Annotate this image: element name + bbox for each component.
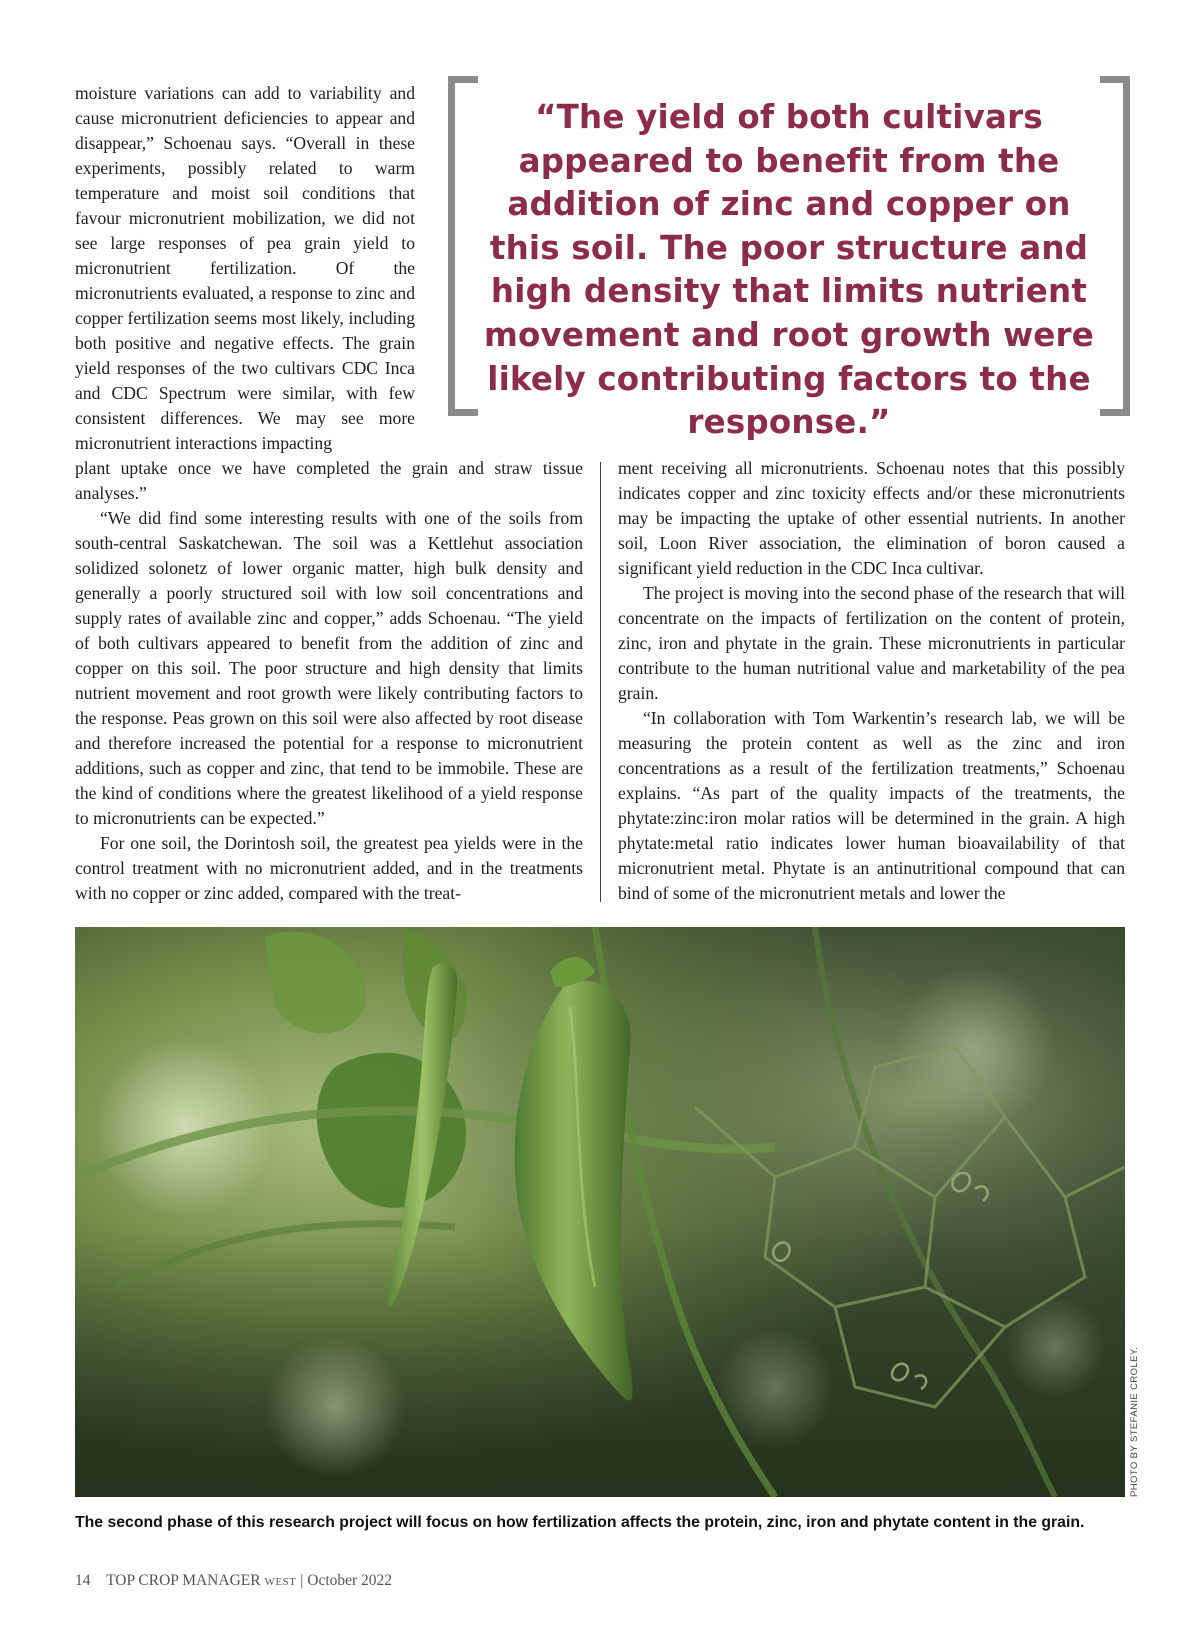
magazine-name: TOP CROP MANAGER — [106, 1572, 261, 1589]
article-column-left — [75, 456, 583, 906]
pea-plant-photo — [75, 927, 1125, 1497]
photo-credit: PHOTO BY STEFANIE CROLEY. — [1129, 1346, 1140, 1497]
photo-caption: The second phase of this research project will focus on how fertilization affects the protein, zinc, iron and phytate content in the grain. — [75, 1514, 1085, 1531]
pull-quote-text: “The yield of both cultivars appeared to benefit from the addition of zinc and copper on this soil. The poor structure and high density that limits nutrient movement and root growth were likely contributing factors to the response.” — [483, 98, 1095, 442]
paragraph: moisture variations can add to variability and cause micronutrient deficiencies to appear and disappear,” Schoenau says. “Overall in these experiments, possibly related to warm temperature and moist soil conditions that favour micronutrient mobilization, we did not see large responses of pea grain yield to micronutrient fertilization. Of the micronutrients evaluated, a response to zinc and copper fertilization seems most likely, including both positive and negative effects. The grain yield responses of the two cultivars CDC Inca and CDC Spectrum were similar, with few consistent differences. We may see more micronutrient interactions impacting — [75, 83, 415, 453]
pea-plant-illustration — [75, 927, 1125, 1497]
pull-quote — [448, 76, 1130, 442]
article-column-right — [618, 456, 1125, 906]
page-number: 14 — [75, 1572, 91, 1589]
paragraph: plant uptake once we have completed the grain and straw tissue analyses.” — [75, 458, 583, 503]
right-bracket — [1100, 76, 1130, 416]
paragraph: For one soil, the Dorintosh soil, the greatest pea yields were in the control treatment with no micronutrient added, and in the treatments with no copper or zinc added, compared with the treat- — [75, 833, 583, 903]
column-divider — [600, 462, 601, 902]
article-column-top — [75, 81, 415, 456]
paragraph: “In collaboration with Tom Warkentin’s research lab, we will be measuring the protein content as well as the zinc and iron concentrations as a result of the fertilization treatments,” Schoenau explains. “As part of the quality impacts of the treatments, the phytate:zinc:iron molar ratios will be determined in the grain. A high phytate:metal ratio indicates lower human bioavailability of that micronutrient metal. Phytate is an antinutritional compound that can bind of some of the micronutrient metals and lower the — [618, 708, 1125, 903]
paragraph: ment receiving all micronutrients. Schoenau notes that this possibly indicates copper and zinc toxicity effects and/or these micronutrients may be impacting the uptake of other essential nutrients. In another soil, Loon River association, the elimination of boron caused a significant yield reduction in the CDC Inca cultivar. — [618, 458, 1125, 578]
magazine-edition: WEST — [264, 1576, 297, 1588]
paragraph: “We did find some interesting results with one of the soils from south-central Saskatchewan. The soil was a Kettlehut association solidized solonetz of lower organic matter, high bulk density and generally a poorly structured soil with low soil concentrations and supply rates of available zinc and copper,” adds Schoenau. “The yield of both cultivars appeared to benefit from the addition of zinc and copper on this soil. The poor structure and high density that limits nutrient movement and root growth were likely contributing factors to the response. Peas grown on this soil were also affected by root disease and therefore increased the potential for a response to micronutrient additions, such as copper and zinc, that tend to be immobile. These are the kind of conditions where the greatest likelihood of a yield response to micronutrients can be expected.” — [75, 508, 583, 828]
page-footer — [75, 1572, 392, 1590]
paragraph: The project is moving into the second phase of the research that will concentrate on the impacts of fertilization on the content of protein, zinc, iron and phytate in the grain. These micronutrients in particular contribute to the human nutritional value and marketability of the pea grain. — [618, 583, 1125, 703]
issue-date: October 2022 — [307, 1572, 393, 1589]
footer-separator: | — [300, 1572, 304, 1589]
